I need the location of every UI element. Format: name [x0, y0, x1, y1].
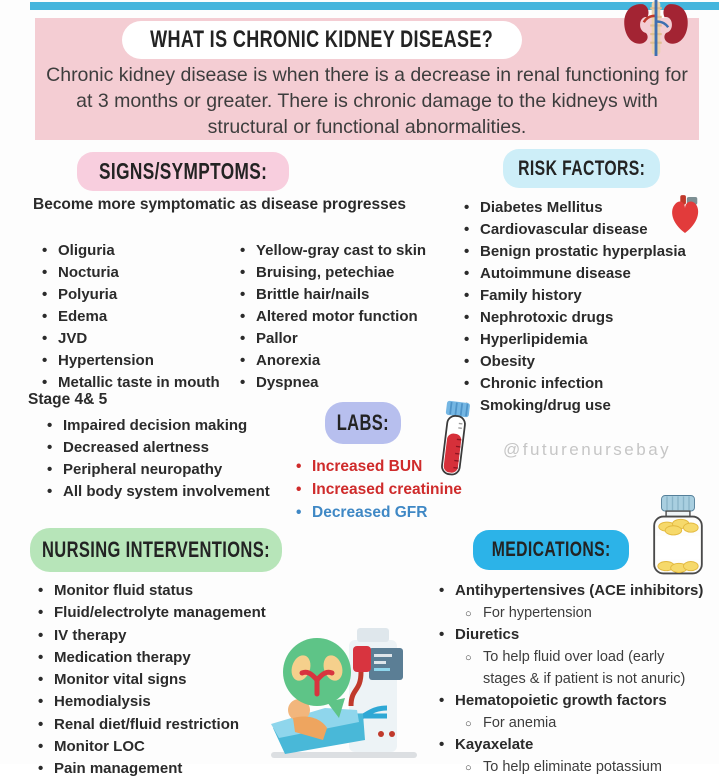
labs-heading: LABS: [337, 410, 389, 436]
medication-detail: ○ To help fluid over load (early stages & if patient is not anuric) [437, 646, 709, 690]
nursing-interventions-heading: NURSING INTERVENTIONS: [42, 537, 270, 563]
nursing-item: • IV therapy [36, 625, 296, 647]
symptom-list-right [238, 240, 426, 394]
symptom-item: • Bruising, petechiae [238, 262, 426, 284]
symptom-item: • Altered motor function [238, 306, 426, 328]
kidneys-icon [598, 0, 714, 56]
risk-factors-heading-pill [503, 149, 660, 188]
nursing-item: • Pain management [36, 758, 296, 780]
risk-factors-heading: RISK FACTORS: [518, 157, 645, 181]
risk-item: • Autoimmune disease [462, 263, 718, 285]
risk-item: • Benign prostatic hyperplasia [462, 241, 718, 263]
stage-item: • Peripheral neuropathy [45, 459, 270, 481]
medication-item: • Kayaxelate [437, 734, 713, 756]
symptom-item: • JVD [40, 328, 238, 350]
risk-item: • Family history [462, 285, 718, 307]
symptom-item: • Metallic taste in mouth [40, 372, 238, 394]
nursing-item: • Medication therapy [36, 647, 296, 669]
watermark: @futurenursebay [503, 440, 671, 460]
risk-item: • Nephrotoxic drugs [462, 307, 718, 329]
symptom-item: • Pallor [238, 328, 426, 350]
risk-item: • Chronic infection [462, 373, 718, 395]
nursing-item: • Hemodialysis [36, 691, 296, 713]
signs-symptoms-heading: SIGNS/SYMPTOMS: [99, 158, 267, 185]
nursing-item: • Monitor fluid status [36, 580, 296, 602]
stage-heading: Stage 4& 5 [28, 391, 107, 409]
risk-item: • Hyperlipidemia [462, 329, 718, 351]
nursing-item: • Monitor vital signs [36, 669, 296, 691]
pill-bottle-icon [645, 490, 711, 578]
nursing-interventions-heading-pill [30, 528, 282, 572]
risk-item: • Smoking/drug use [462, 395, 718, 417]
symptom-item: • Dyspnea [238, 372, 426, 394]
symptom-list-left [40, 240, 238, 394]
symptom-item: • Brittle hair/nails [238, 284, 426, 306]
stage-list [45, 415, 270, 503]
risk-factors-list [462, 197, 718, 417]
nursing-interventions-list [36, 580, 296, 781]
dialysis-patient-icon [265, 622, 423, 764]
medication-item: • Antihypertensives (ACE inhibitors) [437, 580, 713, 602]
risk-item: • Cardiovascular disease [462, 219, 718, 241]
stage-item: • Decreased alertness [45, 437, 270, 459]
medications-heading-pill [473, 530, 629, 570]
symptom-item: • Hypertension [40, 350, 238, 372]
nursing-item: • Renal diet/fluid restriction [36, 714, 296, 736]
medication-item: • Hematopoietic growth factors [437, 690, 713, 712]
page-title-pill [122, 21, 522, 59]
medication-detail: ○ To help eliminate potassium [437, 756, 709, 778]
medications-heading: MEDICATIONS: [492, 538, 611, 562]
medication-detail: ○ For anemia [437, 712, 709, 734]
lab-item: • Increased creatinine [294, 478, 462, 501]
medication-detail: ○ For hypertension [437, 602, 709, 624]
risk-item: • Diabetes Mellitus [462, 197, 718, 219]
nursing-item: • Fluid/electrolyte management [36, 602, 296, 624]
symptom-item: • Polyuria [40, 284, 238, 306]
signs-intro: Become more symptomatic as disease progresses [33, 196, 406, 214]
symptom-item: • Yellow-gray cast to skin [238, 240, 426, 262]
stage-item: • All body system involvement [45, 481, 270, 503]
symptom-item: • Anorexia [238, 350, 426, 372]
risk-item: • Obesity [462, 351, 718, 373]
symptom-item: • Nocturia [40, 262, 238, 284]
lab-item: • Decreased GFR [294, 501, 462, 524]
symptom-columns [40, 240, 426, 394]
stage-item: • Impaired decision making [45, 415, 270, 437]
medications-list [437, 580, 713, 778]
page-title: WHAT IS CHRONIC KIDNEY DISEASE? [151, 26, 494, 54]
lab-item: • Increased BUN [294, 455, 462, 478]
symptom-item: • Edema [40, 306, 238, 328]
nursing-item: • Monitor LOC [36, 736, 296, 758]
labs-heading-pill [325, 402, 401, 444]
signs-symptoms-heading-pill [77, 152, 289, 191]
medication-item: • Diuretics [437, 624, 713, 646]
labs-list [294, 455, 462, 524]
header-description: Chronic kidney disease is when there is a decrease in renal functioning for at 3 months or greater. There is chronic damage to the kidneys with structural or functional abnormalities. [40, 62, 694, 140]
symptom-item: • Oliguria [40, 240, 238, 262]
